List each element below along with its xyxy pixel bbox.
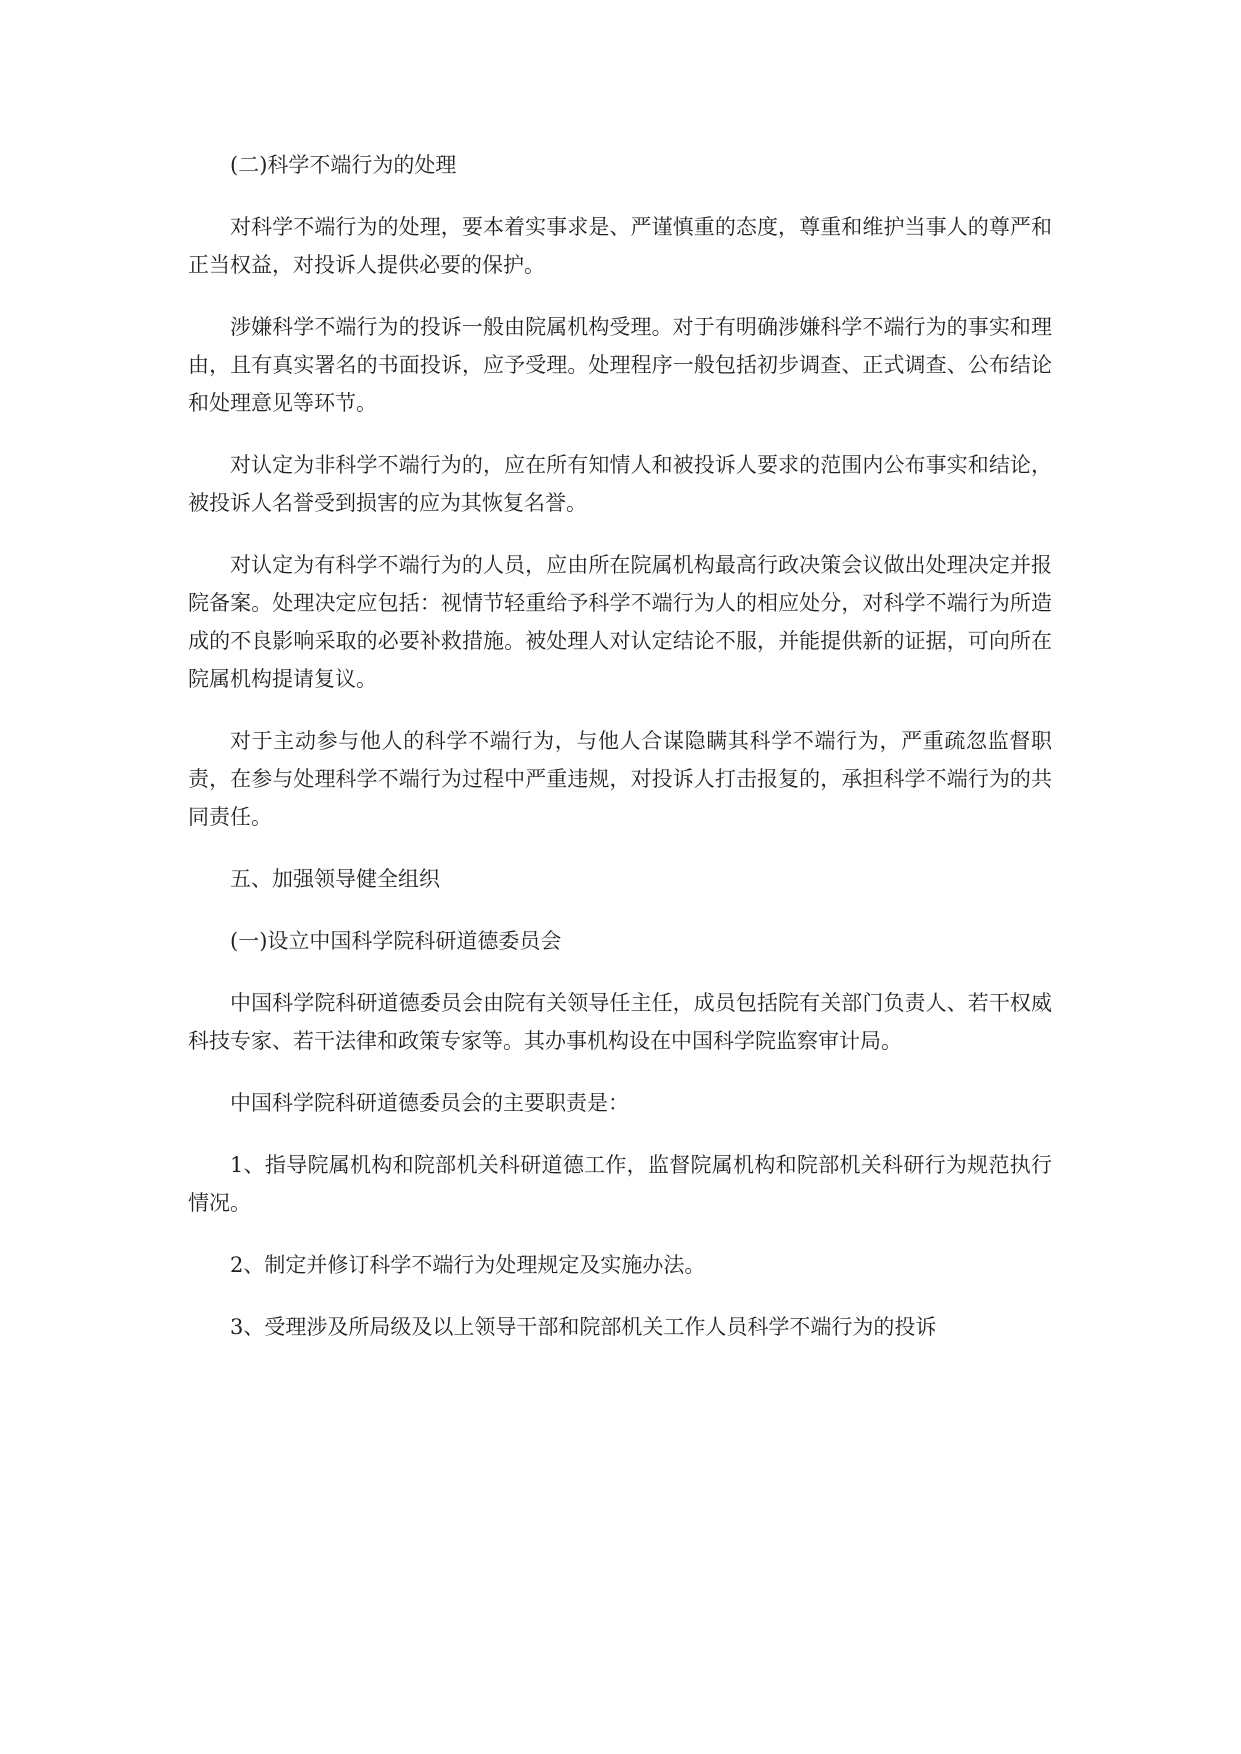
paragraph-non-misconduct: 对认定为非科学不端行为的，应在所有知情人和被投诉人要求的范围内公布事实和结论，被投诉人名誉受到损害的应为其恢复名誉。	[188, 453, 1052, 515]
list-item-duty-2: 2、制定并修订科学不端行为处理规定及实施办法。	[230, 1253, 706, 1277]
paragraph-complaint-acceptance: 涉嫌科学不端行为的投诉一般由院属机构受理。对于有明确涉嫌科学不端行为的事实和理由，且有真实署名的书面投诉，应予受理。处理程序一般包括初步调查、正式调查、公布结论和处理意见等环节。	[188, 315, 1052, 415]
section-heading-handling: (二)科学不端行为的处理	[230, 153, 457, 177]
paragraph-committee-composition: 中国科学院科研道德委员会由院有关领导任主任，成员包括院有关部门负责人、若干权威科技专家、若干法律和政策专家等。其办事机构设在中国科学院监察审计局。	[188, 991, 1052, 1053]
paragraph-committee-duties-intro: 中国科学院科研道德委员会的主要职责是：	[230, 1091, 629, 1115]
paragraph-handling-principle: 对科学不端行为的处理，要本着实事求是、严谨慎重的态度，尊重和维护当事人的尊严和正当权益，对投诉人提供必要的保护。	[188, 215, 1052, 277]
list-item-duty-1: 1、指导院属机构和院部机关科研道德工作，监督院属机构和院部机关科研行为规范执行情况。	[188, 1153, 1052, 1215]
section-heading-leadership: 五、加强领导健全组织	[230, 867, 440, 891]
subsection-heading-committee: (一)设立中国科学院科研道德委员会	[230, 929, 562, 953]
document-body	[188, 146, 1052, 1346]
paragraph-misconduct-decision: 对认定为有科学不端行为的人员，应由所在院属机构最高行政决策会议做出处理决定并报院备案。处理决定应包括：视情节轻重给予科学不端行为人的相应处分，对科学不端行为所造成的不良影响采取的必要补救措施。被处理人对认定结论不服，并能提供新的证据，可向所在院属机构提请复议。	[188, 553, 1052, 691]
list-item-duty-3: 3、受理涉及所局级及以上领导干部和院部机关工作人员科学不端行为的投诉	[230, 1315, 937, 1339]
paragraph-joint-responsibility: 对于主动参与他人的科学不端行为，与他人合谋隐瞒其科学不端行为，严重疏忽监督职责，在参与处理科学不端行为过程中严重违规，对投诉人打击报复的，承担科学不端行为的共同责任。	[188, 729, 1052, 829]
